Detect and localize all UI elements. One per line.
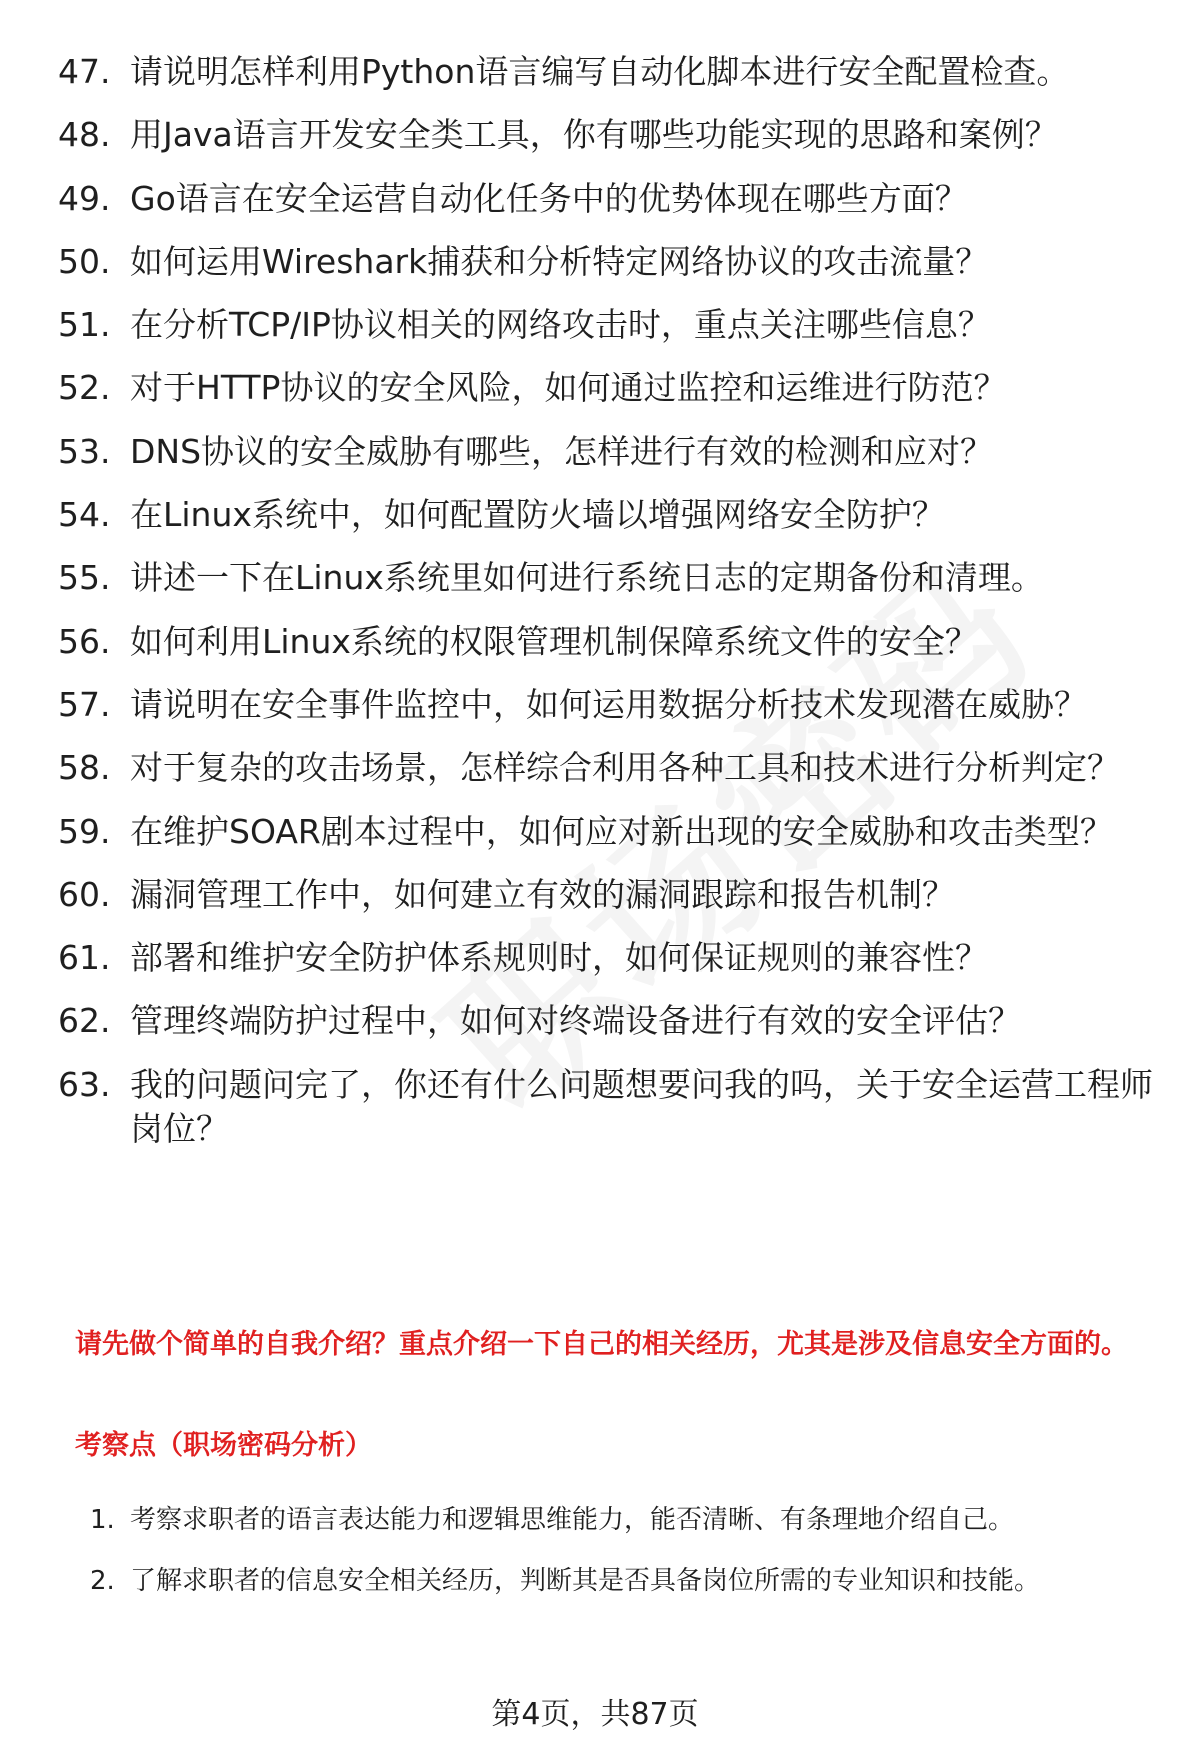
item-number: 2. <box>90 1566 115 1596</box>
list-item <box>58 936 1158 980</box>
item-number: 48. <box>58 115 111 155</box>
item-text: 在Linux系统中，如何配置防火墙以增强网络安全防护？ <box>130 495 945 535</box>
item-text: DNS协议的安全威胁有哪些，怎样进行有效的检测和应对？ <box>130 431 994 471</box>
item-number: 62. <box>58 1001 111 1041</box>
list-item <box>58 810 1158 854</box>
item-text: 在维护SOAR剧本过程中，如何应对新出现的安全威胁和攻击类型？ <box>130 811 1113 851</box>
item-text: 请说明在安全事件监控中，如何运用数据分析技术发现潜在威胁？ <box>130 684 1087 724</box>
item-number: 55. <box>58 558 111 598</box>
list-item <box>58 240 1158 284</box>
list-item <box>58 1063 1158 1151</box>
page-footer: 第4页，共87页 <box>491 1697 699 1732</box>
section-heading: 请先做个简单的自我介绍？重点介绍一下自己的相关经历，尤其是涉及信息安全方面的。 <box>75 1329 1128 1360</box>
list-item <box>58 303 1158 347</box>
item-text: 在分析TCP/IP协议相关的网络攻击时，重点关注哪些信息？ <box>130 305 991 345</box>
list-item <box>58 50 1158 94</box>
item-text: 如何运用Wireshark捕获和分析特定网络协议的攻击流量？ <box>130 241 989 281</box>
list-item <box>90 1490 1150 1551</box>
item-number: 51. <box>58 305 111 345</box>
item-number: 49. <box>58 178 111 218</box>
item-text: 讲述一下在Linux系统里如何进行系统日志的定期备份和清理。 <box>130 558 1044 598</box>
item-text: 用Java语言开发安全类工具，你有哪些功能实现的思路和案例？ <box>130 115 1058 155</box>
list-item <box>58 683 1158 727</box>
list-item <box>58 366 1158 410</box>
item-text: 请说明怎样利用Python语言编写自动化脚本进行安全配置检查。 <box>130 52 1070 91</box>
item-text: 我的问题问完了，你还有什么问题想要问我的吗，关于安全运营工程师岗位？ <box>130 1064 1153 1148</box>
assessment-points <box>90 1490 1150 1612</box>
item-number: 53. <box>58 431 111 471</box>
item-text: 如何利用Linux系统的权限管理机制保障系统文件的安全？ <box>130 621 978 661</box>
item-text: 部署和维护安全防护体系规则时，如何保证规则的兼容性？ <box>130 938 988 978</box>
item-number: 61. <box>58 938 111 978</box>
item-number: 57. <box>58 684 111 724</box>
item-text: 了解求职者的信息安全相关经历，判断其是否具备岗位所需的专业知识和技能。 <box>130 1566 1041 1596</box>
list-item <box>58 746 1158 790</box>
item-text: Go语言在安全运营自动化任务中的优势体现在哪些方面？ <box>130 178 968 218</box>
item-number: 1. <box>90 1505 115 1535</box>
item-text: 对于复杂的攻击场景，怎样综合利用各种工具和技术进行分析判定？ <box>130 748 1120 788</box>
item-text: 对于HTTP协议的安全风险，如何通过监控和运维进行防范？ <box>130 368 1007 408</box>
item-text: 管理终端防护过程中，如何对终端设备进行有效的安全评估？ <box>130 1001 1021 1041</box>
item-number: 56. <box>58 621 111 661</box>
question-list <box>58 50 1158 1170</box>
item-number: 59. <box>58 811 111 851</box>
item-number: 63. <box>58 1064 111 1104</box>
item-number: 54. <box>58 495 111 535</box>
list-item <box>58 113 1158 157</box>
list-item <box>58 620 1158 664</box>
section-subheading: 考察点（职场密码分析） <box>75 1430 372 1461</box>
list-item <box>90 1551 1150 1612</box>
list-item <box>58 556 1158 600</box>
list-item <box>58 873 1158 917</box>
list-item <box>58 999 1158 1043</box>
item-text: 考察求职者的语言表达能力和逻辑思维能力，能否清晰、有条理地介绍自己。 <box>130 1505 1015 1535</box>
item-number: 60. <box>58 874 111 914</box>
item-text: 漏洞管理工作中，如何建立有效的漏洞跟踪和报告机制？ <box>130 874 955 914</box>
list-item <box>58 177 1158 221</box>
item-number: 50. <box>58 241 111 281</box>
item-number: 52. <box>58 368 111 408</box>
list-item <box>58 430 1158 474</box>
item-number: 47. <box>58 52 111 91</box>
item-number: 58. <box>58 748 111 788</box>
list-item <box>58 493 1158 537</box>
